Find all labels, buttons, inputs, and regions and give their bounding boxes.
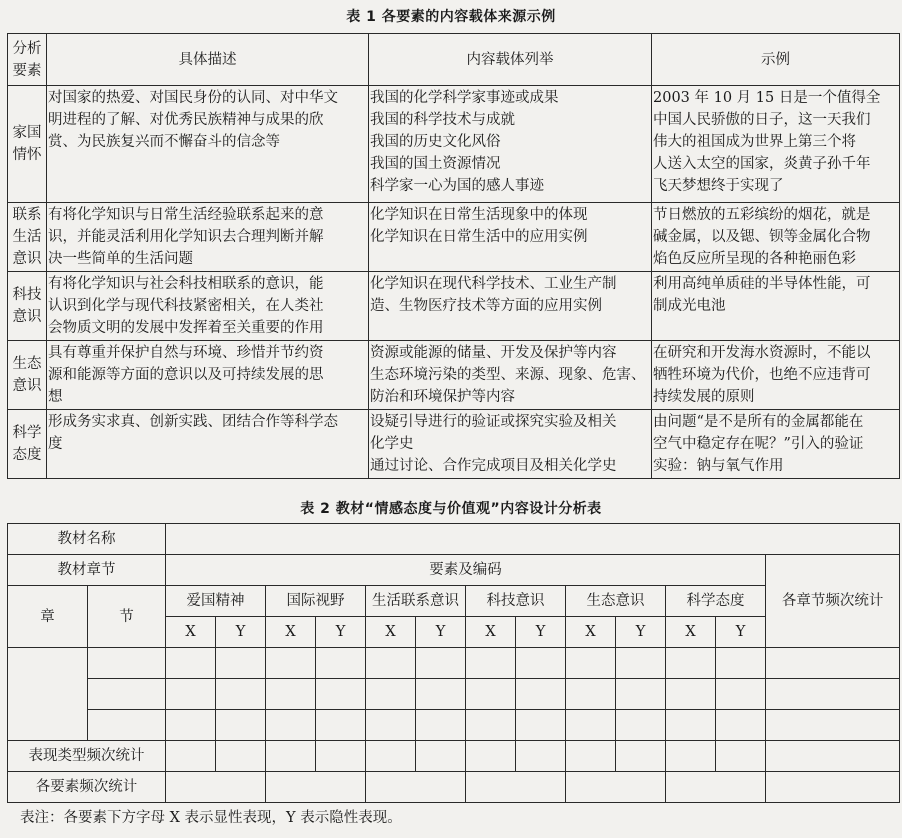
element-freq-cell [166, 772, 266, 803]
data-cell [616, 679, 666, 710]
example-line: 人送入太空的国家，炎黄子孙千年 [653, 156, 871, 172]
example-line: 由问题“是不是所有的金属都能在 [653, 414, 864, 430]
data-row [8, 679, 900, 710]
textbook-name-row [8, 524, 900, 555]
code-y: Y [316, 617, 366, 648]
type-freq-cell [416, 741, 466, 772]
carrier-line: 资源或能源的储量、开发及保护等内容 [370, 345, 617, 361]
element-name: 国际视野 [266, 586, 366, 617]
type-freq-cell [316, 741, 366, 772]
table1-row [8, 272, 900, 341]
data-cell [266, 710, 316, 741]
data-cell [716, 648, 766, 679]
type-freq-cell [716, 741, 766, 772]
carrier-line: 化学史 [370, 436, 414, 452]
element-name: 科学态度 [666, 586, 766, 617]
element-name: 生活联系意识 [366, 586, 466, 617]
data-cell [216, 648, 266, 679]
description-line: 识，并能灵活利用化学知识去合理判断并解 [48, 229, 324, 245]
carrier-line: 化学知识在现代科学技术、工业生产制 [370, 276, 617, 292]
description-line: 具有尊重并保护自然与环境、珍惜并节约资 [48, 345, 324, 361]
header-example: 示例 [652, 34, 900, 86]
textbook-name-label: 教材名称 [8, 524, 166, 555]
element-cell [8, 86, 47, 203]
description-line: 决一些简单的生活问题 [48, 251, 193, 267]
example-line: 节日燃放的五彩缤纷的烟花，就是 [653, 207, 871, 223]
example-cell [652, 272, 900, 341]
description-line: 形成务实求真、创新实践、团结合作等科学态 [48, 414, 338, 430]
data-cell [766, 710, 900, 741]
carrier-line: 我国的历史文化风俗 [370, 134, 501, 150]
carrier-cell [369, 203, 652, 272]
header-element-line: 分析 [12, 40, 42, 57]
element-cell [8, 203, 47, 272]
element-line: 科技 [12, 287, 42, 303]
code-x: X [666, 617, 716, 648]
example-line: 中国人民骄傲的日子，这一天我们 [653, 112, 871, 128]
element-line: 科学 [12, 425, 42, 441]
description-line: 会物质文明的发展中发挥着至关重要的作用 [48, 320, 324, 336]
table1-row [8, 86, 900, 203]
data-cell [566, 648, 616, 679]
data-cell [616, 648, 666, 679]
code-x: X [366, 617, 416, 648]
carrier-line: 通过讨论、合作完成项目及相关化学史 [370, 458, 617, 474]
example-line: 伟大的祖国成为世界上第三个将 [653, 134, 856, 150]
element-line: 情怀 [12, 147, 42, 163]
description-line: 度 [48, 436, 63, 452]
type-freq-cell [616, 741, 666, 772]
example-line: 2003 年 10 月 15 日是一个值得全 [653, 90, 881, 106]
type-freq-cell [266, 741, 316, 772]
data-cell [416, 679, 466, 710]
data-cell [516, 679, 566, 710]
element-freq-row [8, 772, 900, 803]
header-carrier: 内容载体列举 [369, 34, 652, 86]
carrier-line: 化学知识在日常生活中的应用实例 [370, 229, 588, 245]
data-cell [466, 679, 516, 710]
section-label: 节 [88, 586, 166, 648]
code-x: X [466, 617, 516, 648]
data-cell [316, 648, 366, 679]
type-freq-cell [366, 741, 416, 772]
description-cell [47, 341, 369, 410]
description-line: 认识到化学与现代科技紧密相关，在人类社 [48, 298, 324, 314]
carrier-cell [369, 272, 652, 341]
data-cell [366, 648, 416, 679]
element-cell [8, 272, 47, 341]
carrier-cell [369, 410, 652, 479]
element-line: 意识 [12, 309, 42, 325]
element-name: 生态意识 [566, 586, 666, 617]
element-line: 生态 [12, 356, 42, 372]
carrier-line: 我国的科学技术与成就 [370, 112, 515, 128]
type-freq-total [766, 741, 900, 772]
carrier-line: 造、生物医疗技术等方面的应用实例 [370, 298, 602, 314]
carrier-cell [369, 341, 652, 410]
code-y: Y [516, 617, 566, 648]
element-name: 科技意识 [466, 586, 566, 617]
data-cell [88, 679, 166, 710]
element-line: 联系 [12, 207, 42, 223]
example-line: 制成光电池 [653, 298, 726, 314]
description-line: 有将化学知识与社会科技相联系的意识，能 [48, 276, 324, 292]
header-description: 具体描述 [47, 34, 369, 86]
example-cell [652, 86, 900, 203]
carrier-line: 我国的国土资源情况 [370, 156, 501, 172]
textbook-chapter-row [8, 555, 900, 586]
textbook-name-value [166, 524, 900, 555]
type-freq-cell [466, 741, 516, 772]
element-cell [8, 341, 47, 410]
carrier-line: 化学知识在日常生活现象中的体现 [370, 207, 588, 223]
table2 [7, 523, 900, 803]
data-cell [216, 710, 266, 741]
code-y: Y [416, 617, 466, 648]
example-cell [652, 341, 900, 410]
description-line: 源和能源等方面的意识以及可持续发展的思 [48, 367, 324, 383]
table-note: 表注：各要素下方字母 X 表示显性表现，Y 表示隐性表现。 [20, 810, 402, 826]
description-line: 对国家的热爱、对国民身份的认同、对中华文 [48, 90, 338, 106]
data-cell [366, 710, 416, 741]
chapter-label: 章 [8, 586, 88, 648]
element-freq-cell [366, 772, 466, 803]
data-cell [216, 679, 266, 710]
data-cell [416, 710, 466, 741]
element-line: 意识 [12, 378, 42, 394]
data-cell [716, 710, 766, 741]
description-line: 有将化学知识与日常生活经验联系起来的意 [48, 207, 324, 223]
data-row [8, 648, 900, 679]
data-cell [666, 679, 716, 710]
code-y: Y [216, 617, 266, 648]
code-x: X [166, 617, 216, 648]
data-cell [566, 710, 616, 741]
element-line: 家国 [12, 125, 42, 141]
elements-label: 要素及编码 [166, 555, 766, 586]
description-line: 明进程的了解、对优秀民族精神与成果的欣 [48, 112, 324, 128]
element-freq-cell [666, 772, 766, 803]
example-line: 在研究和开发海水资源时，不能以 [653, 345, 871, 361]
table1 [7, 33, 900, 479]
example-line: 持续发展的原则 [653, 389, 755, 405]
data-cell [88, 648, 166, 679]
data-cell [366, 679, 416, 710]
code-x: X [566, 617, 616, 648]
data-cell [316, 679, 366, 710]
example-line: 利用高纯单质硅的半导体性能，可 [653, 276, 871, 292]
type-freq-label: 表现类型频次统计 [8, 741, 166, 772]
type-freq-cell [216, 741, 266, 772]
type-freq-cell [516, 741, 566, 772]
element-freq-cell [266, 772, 366, 803]
textbook-chapter-label: 教材章节 [8, 555, 166, 586]
element-line: 生活 [12, 229, 42, 245]
data-cell [666, 648, 716, 679]
data-row [8, 710, 900, 741]
carrier-line: 科学家一心为国的感人事迹 [370, 178, 544, 194]
description-cell [47, 86, 369, 203]
data-cell [266, 679, 316, 710]
example-line: 碱金属，以及锶、钡等金属化合物 [653, 229, 871, 245]
table1-caption: 表 1 各要素的内容载体来源示例 [346, 9, 556, 25]
table2-caption: 表 2 教材“情感态度与价值观”内容设计分析表 [300, 501, 602, 517]
chapter-cell [8, 648, 88, 741]
chapter-freq-label: 各章节频次统计 [766, 555, 900, 648]
description-cell [47, 410, 369, 479]
table1-row [8, 341, 900, 410]
element-freq-label: 各要素频次统计 [8, 772, 166, 803]
data-cell [466, 710, 516, 741]
type-freq-row [8, 741, 900, 772]
example-line: 焰色反应所呈现的各种艳丽色彩 [653, 251, 856, 267]
element-cell [8, 410, 47, 479]
carrier-line: 防治和环境保护等内容 [370, 389, 515, 405]
example-line: 实验：钠与氧气作用 [653, 458, 784, 474]
element-line: 态度 [12, 447, 42, 463]
code-x: X [266, 617, 316, 648]
data-cell [766, 679, 900, 710]
header-element [8, 34, 47, 86]
description-line: 想 [48, 389, 63, 405]
data-cell [166, 679, 216, 710]
data-cell [416, 648, 466, 679]
data-cell [466, 648, 516, 679]
element-freq-cell [466, 772, 566, 803]
carrier-line: 生态环境污染的类型、来源、现象、危害、 [370, 367, 646, 383]
description-cell [47, 203, 369, 272]
type-freq-cell [566, 741, 616, 772]
example-cell [652, 203, 900, 272]
code-y: Y [716, 617, 766, 648]
table1-row [8, 203, 900, 272]
data-cell [716, 679, 766, 710]
example-line: 空气中稳定存在呢？”引入的验证 [653, 436, 864, 452]
description-line: 赏、为民族复兴而不懈奋斗的信念等 [48, 134, 280, 150]
element-line: 意识 [12, 251, 42, 267]
data-cell [266, 648, 316, 679]
data-cell [766, 648, 900, 679]
data-cell [566, 679, 616, 710]
data-cell [316, 710, 366, 741]
carrier-line: 设疑引导进行的验证或探究实验及相关 [370, 414, 617, 430]
data-cell [666, 710, 716, 741]
data-cell [616, 710, 666, 741]
header-element-line: 要素 [12, 62, 42, 79]
description-cell [47, 272, 369, 341]
table1-row [8, 410, 900, 479]
code-y: Y [616, 617, 666, 648]
data-cell [166, 710, 216, 741]
carrier-cell [369, 86, 652, 203]
data-cell [88, 710, 166, 741]
element-freq-total [766, 772, 900, 803]
data-cell [516, 710, 566, 741]
type-freq-cell [666, 741, 716, 772]
carrier-line: 我国的化学科学家事迹或成果 [370, 90, 559, 106]
example-cell [652, 410, 900, 479]
example-line: 牺牲环境为代价，也绝不应违背可 [653, 367, 871, 383]
data-cell [516, 648, 566, 679]
element-freq-cell [566, 772, 666, 803]
data-cell [166, 648, 216, 679]
type-freq-cell [166, 741, 216, 772]
element-name: 爱国精神 [166, 586, 266, 617]
example-line: 飞天梦想终于实现了 [653, 178, 784, 194]
